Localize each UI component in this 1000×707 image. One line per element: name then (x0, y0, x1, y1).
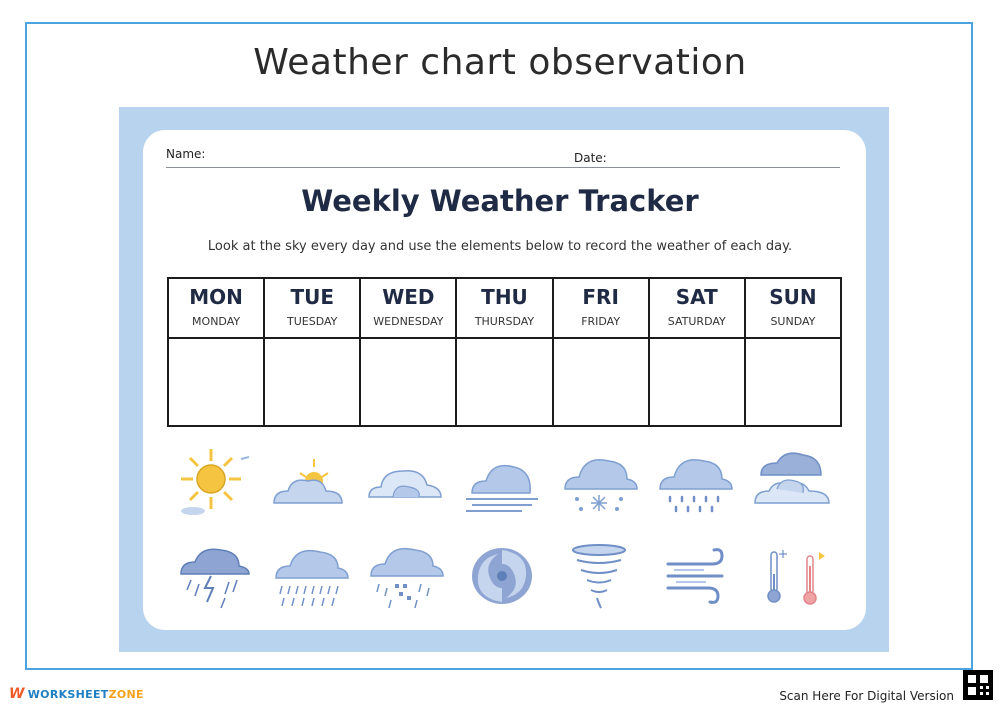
day-abbr: SAT (675, 285, 718, 309)
day-cell-sat[interactable] (649, 338, 745, 426)
day-full: SATURDAY (667, 315, 726, 328)
worksheetzone-logo[interactable] (9, 686, 144, 702)
date-label: Date: (574, 151, 607, 165)
thermometer-icon[interactable] (753, 540, 833, 612)
day-cell-wed[interactable] (360, 338, 456, 426)
hurricane-icon[interactable] (462, 540, 542, 612)
weather-tracker-table (167, 277, 842, 427)
snow-cloud-icon[interactable] (559, 445, 639, 517)
rain-cloud-icon[interactable] (656, 445, 736, 517)
sleet-icon[interactable] (365, 540, 445, 612)
day-abbr: FRI (582, 285, 619, 309)
w-logo-icon: W (9, 686, 25, 702)
fog-icon[interactable] (462, 445, 542, 517)
day-full: THURSDAY (474, 315, 535, 328)
worksheet-title: Weekly Weather Tracker (301, 184, 699, 218)
scan-instruction: Scan Here For Digital Version (779, 689, 954, 703)
day-cell-fri[interactable] (553, 338, 649, 426)
day-full: MONDAY (192, 315, 241, 328)
brand-second: ZONE (108, 688, 144, 701)
day-header-wed (360, 278, 456, 338)
day-abbr: TUE (290, 285, 334, 309)
day-header-thu (456, 278, 552, 338)
day-full: WEDNESDAY (373, 315, 444, 328)
day-cell-tue[interactable] (264, 338, 360, 426)
heavy-rain-icon[interactable] (270, 540, 350, 612)
day-header-fri (553, 278, 649, 338)
day-abbr: THU (481, 285, 528, 309)
overcast-icon[interactable] (753, 445, 833, 517)
qr-code-icon[interactable] (963, 670, 993, 700)
brand-first: WORKSHEET (27, 688, 109, 701)
thunderstorm-icon[interactable] (175, 540, 255, 612)
day-header-tue (264, 278, 360, 338)
sunny-icon[interactable] (175, 445, 255, 517)
day-abbr: MON (189, 285, 243, 309)
windy-icon[interactable] (656, 540, 736, 612)
day-cell-sun[interactable] (745, 338, 841, 426)
day-full: FRIDAY (581, 315, 621, 328)
name-date-line (166, 147, 840, 168)
day-abbr: SUN (769, 285, 817, 309)
tornado-icon[interactable] (559, 540, 639, 612)
name-label: Name: (166, 147, 206, 161)
day-full: TUESDAY (287, 315, 338, 328)
day-cell-thu[interactable] (456, 338, 552, 426)
day-header-mon (168, 278, 264, 338)
day-header-sun (745, 278, 841, 338)
day-cell-mon[interactable] (168, 338, 264, 426)
cloudy-icon[interactable] (365, 445, 445, 517)
day-abbr: WED (382, 285, 435, 309)
partly-cloudy-icon[interactable] (270, 445, 350, 517)
page-title: Weather chart observation (253, 42, 747, 83)
day-header-sat (649, 278, 745, 338)
worksheet-instructions: Look at the sky every day and use the elements below to record the weather of each day. (207, 239, 793, 254)
day-full: SUNDAY (770, 315, 816, 328)
